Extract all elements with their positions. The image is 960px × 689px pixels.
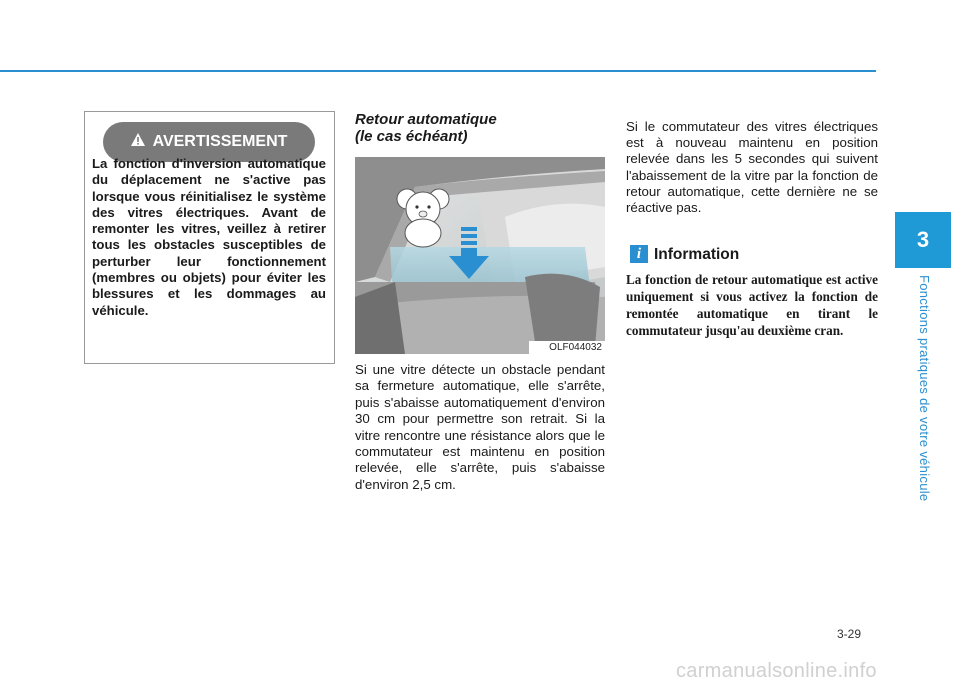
car-window-image [355,157,605,354]
section-body: Si une vitre détecte un obstacle pendant sa fermeture automatique, elle s'arrête, puis s'abaisse automatiquement d'environ 30 cm pour permettre son retrait. Si la vitre rencontre une résistance alors que le commutateur est maintenu en position relevée, elle s'arrête, puis s'abaisse d'environ 2,5 cm. [355,362,605,492]
page-number: 3-29 [837,627,862,641]
warning-text: La fonction d'inversion automatique du déplacement ne s'active pas lorsque vous réinitialisez le système des vitres électriques. Avant de remonter les vitres, veillez à retirer tous les obstacles susceptibles de perturber leur fonctionnement (membres ou objets) pour éviter les blessures et les dommages au véhicule. [92,156,326,318]
window-illustration [355,157,605,354]
warning-box [84,111,335,364]
warning-triangle-icon [131,133,145,151]
section-heading-line1: Retour automatique [355,111,497,128]
header-rule [0,70,876,72]
warning-header-label: AVERTISSEMENT [152,133,288,150]
section-heading-line2: (le cas échéant) [355,128,468,145]
right-body: Si le commutateur des vitres électriques est à nouveau maintenu en position relevée dans les 5 secondes qui suivent l'abaissement de la vitre par la fonction de retour automatique, cette dernière ne se réactive pas. [626,119,878,216]
watermark: carmanualsonline.info [676,660,877,682]
figure-code: OLF044032 [529,341,605,354]
section-heading [355,111,605,145]
info-icon: i [630,245,648,263]
chapter-title: Fonctions pratiques de votre véhicule [917,275,932,502]
info-title: Information [654,246,740,263]
chapter-tab[interactable]: 3 [895,212,951,268]
info-text: La fonction de retour automatique est active uniquement si vous activez la fonction de remontée automatique en tirant le commutateur jusqu'au deuxième cran. [626,272,878,338]
